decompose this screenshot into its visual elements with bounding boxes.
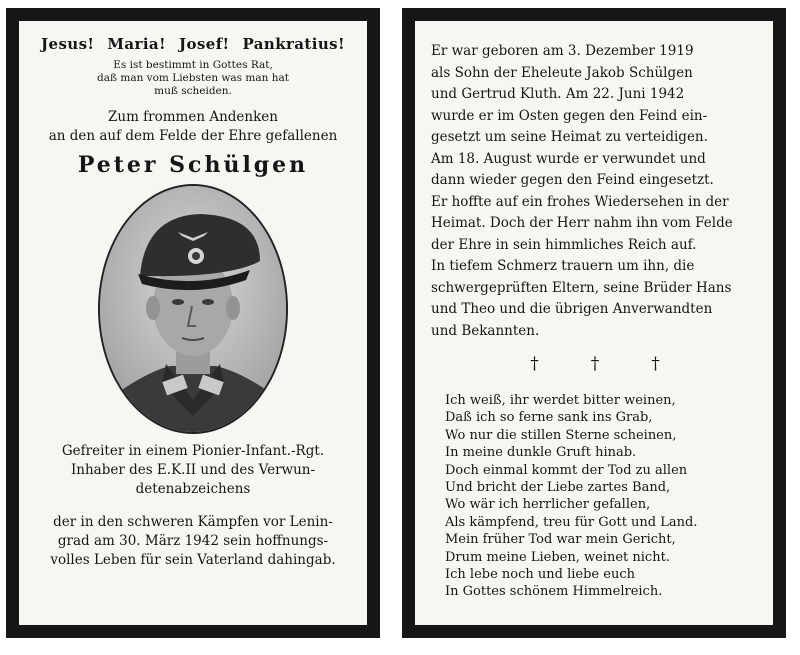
- death-line: volles Leben für sein Vaterland dahingab.: [50, 552, 336, 568]
- verse-line: Es ist bestimmt in Gottes Rat,: [113, 59, 273, 71]
- bio-line: als Sohn der Eheleute Jakob Schülgen: [431, 64, 693, 81]
- andenken-line: an den auf dem Felde der Ehre gefallenen: [48, 128, 338, 144]
- andenken-line: Zum frommen Andenken: [108, 109, 278, 125]
- poem-line: Und bricht der Liebe zartes Band,: [445, 480, 671, 496]
- poem-line: Als kämpfend, treu für Gott und Land.: [445, 514, 698, 530]
- bio-line: gesetzt um seine Heimat zu verteidigen.: [431, 129, 708, 145]
- cross-icon: †: [590, 354, 600, 374]
- death-line: der in den schweren Kämpfen vor Lenin-: [53, 514, 333, 530]
- poem-line: Ich weiß, ihr werdet bitter weinen,: [445, 393, 676, 408]
- poem-line: Daß ich so ferne sank ins Grab,: [445, 410, 653, 426]
- rank-line: Gefreiter in einem Pionier-Infant.-Rgt.: [61, 443, 325, 459]
- poem-line: Ich lebe noch und liebe euch: [445, 567, 635, 583]
- bio-line: und Bekannten.: [431, 322, 540, 339]
- verse-line: muß scheiden.: [154, 85, 232, 97]
- deceased-name: Peter Schülgen: [77, 152, 309, 178]
- cross-icon: †: [651, 354, 660, 374]
- bio-line: wurde er im Osten gegen den Feind ein-: [431, 107, 708, 124]
- death-block: [31, 513, 355, 570]
- cross-icon: †: [530, 354, 539, 374]
- verse-block: [31, 59, 355, 98]
- poem-line: Drum meine Lieben, weinet nicht.: [445, 549, 670, 565]
- bio-line: Er war geboren am 3. Dezember 1919: [431, 43, 694, 59]
- bio-line: dann wieder gegen den Feind eingesetzt.: [431, 172, 714, 188]
- death-line: grad am 30. März 1942 sein hoffnungs-: [57, 533, 329, 549]
- bio-line: und Gertrud Kluth. Am 22. Juni 1942: [431, 86, 685, 102]
- biography-block: [431, 41, 759, 342]
- poem-line: Doch einmal kommt der Tod zu allen: [445, 462, 688, 478]
- memorial-card-front: [6, 8, 380, 638]
- verse-line: daß man vom Liebsten was man hat: [97, 72, 289, 84]
- rank-line: detenabzeichens: [135, 481, 251, 497]
- bio-line: schwergeprüften Eltern, seine Brüder Hans: [431, 279, 732, 296]
- poem-line: Wo nur die stillen Sterne scheinen,: [445, 427, 677, 443]
- bio-line: und Theo und die übrigen Anverwandten: [431, 301, 713, 317]
- memorial-card-back: [402, 8, 786, 638]
- card-front-paper: [19, 21, 367, 625]
- soldier-portrait: [98, 184, 288, 434]
- poem-block: [431, 392, 759, 601]
- bio-line: In tiefem Schmerz trauern um ihn, die: [431, 258, 695, 274]
- bio-line: der Ehre in sein himmliches Reich auf.: [431, 236, 697, 253]
- andenken-block: [31, 108, 355, 146]
- poem-line: In meine dunkle Gruft hinab.: [445, 445, 637, 461]
- rank-line: Inhaber des E.K.II und des Verwun-: [70, 462, 316, 478]
- invocation-pankratius: Pankratius!: [242, 35, 345, 53]
- poem-line: In Gottes schönem Himmelreich.: [445, 584, 663, 600]
- invocation-maria: Maria!: [107, 35, 167, 53]
- crosses-row: [431, 354, 759, 374]
- card-back-paper: [415, 21, 773, 625]
- invocation-jesus: Jesus!: [41, 35, 95, 53]
- poem-line: Mein früher Tod war mein Gericht,: [445, 532, 676, 548]
- poem-line: Wo wär ich herrlicher gefallen,: [445, 497, 651, 513]
- bio-line: Am 18. August wurde er verwundet und: [431, 150, 706, 167]
- rank-block: [31, 442, 355, 499]
- invocation-line: [31, 35, 355, 53]
- bio-line: Heimat. Doch der Herr nahm ihn vom Felde: [431, 215, 733, 231]
- bio-line: Er hoffte auf ein frohes Wiedersehen in der: [431, 193, 729, 210]
- invocation-josef: Josef!: [179, 35, 230, 53]
